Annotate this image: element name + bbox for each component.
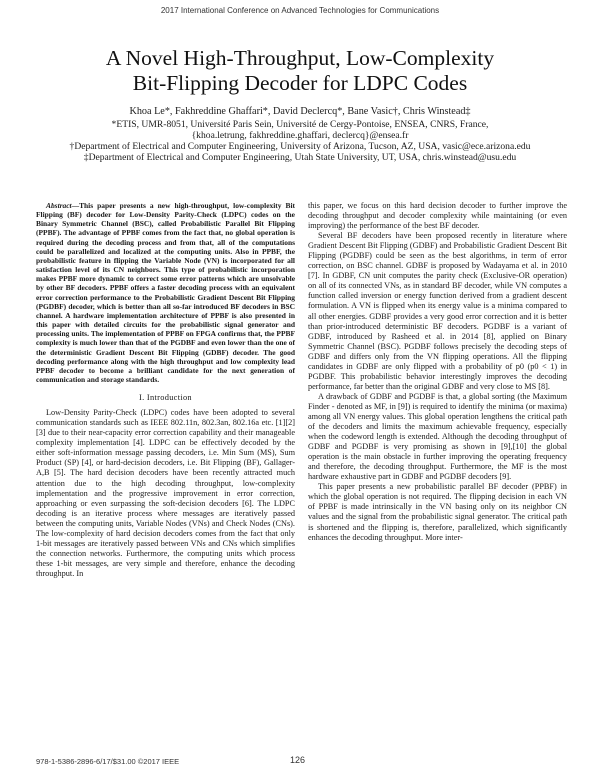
affiliation-2: †Department of Electrical and Computer Engineering, University of Arizona, Tucson, AZ, USA, vasic@ece.arizona.edu <box>69 141 531 152</box>
right-paragraph-2: Several BF decoders have been proposed recently in literature where Gradient Descent Bit Flipping (GDBF) and Probabilistic Gradient Descent Bit Flipping (PGDBF) could be seen as the best algorithms, in term of error correction, on BSC channel. GDBF is proposed by Wadayama et al. in 2010 [7]. In GDBF, CN unit computes the parity check (Exclusive-OR operation) on all of its connected VNs, as in standard BF decoder, while VN computes a function called inversion or energy function derived from a gradient descent formulation. A VN is flipped when its energy value is a minima compared to all other energies. GDBF provides a very good error correction and it is better than prior-introduced deterministic BF decoders. PGDBF is a variant of GDBF, introduced by Rasheed et al. in 2014 [8], applied on Binary Symmetric Channel (BSC). PGDBF follows precisely the decoding steps of GDBF and differs only from the VN flipping operations. All the flipping candidates in GDBF are only flipped with a probability of p0 (p0 < 1) in PGDBF. This probabilistic behavior interestingly improves the decoding performance, far better than the original GDBF and very close to MS [8]. <box>308 231 567 391</box>
title-line-2: Bit-Flipping Decoder for LDPC Codes <box>132 71 468 95</box>
copyright-notice: 978-1-5386-2896-6/17/$31.00 ©2017 IEEE <box>36 757 180 766</box>
right-paragraph-1: this paper, we focus on this hard decision decoder to further improve the decoding throughput and decoder complexity while maintaining (or even improving) the performance of the best BF decoder. <box>308 201 567 231</box>
right-paragraph-4: This paper presents a new probabilistic parallel BF decoder (PPBF) in which the global operation is not required. The flipping decision in each VN of PPBF is made intrinsically in the VN basing only on its neighbor CN values and the signal from the probabilistic signal generator. The critical path is shortened and the flipping is, therefore, parallelized, which significantly enhances the decoding throughput. More inter- <box>308 482 567 542</box>
intro-paragraph-1: Low-Density Parity-Check (LDPC) codes have been adopted to several communication standards such as IEEE 802.11n, 802.3an, 802.16a etc. [1][2][3] due to their near-capacity error correction capability and their manageable complexity implementation [4]. LDPC can be effectively decoded by the either soft-information message passing decoders, i.e. Min Sum (MS), Sum Product (SP) [4], or hard-decision decoders, i.e. Bit Flipping (BF), Gallager-A,B [5]. The hard decision decoders have been recently attracted much attention due to the high decoding throughput, low-complexity implementation and the progressive improvement in error correction, approaching or even surpassing the soft-decision decoders [6]. The LDPC decoding is an iterative process where messages are iteratively passed between the computing units, Variable Nodes (VNs) and Check Nodes (CNs). The low-complexity of hard decision decoders comes from the fact that only 1-bit messages are iteratively passed between VNs and CNs which simplifies the connection networks. Furthermore, the computing units which process these 1-bit messages, are very simple and therefore, enhance the decoding throughput. In <box>36 408 295 578</box>
right-column <box>308 201 567 543</box>
section-heading-introduction: I. Introduction <box>139 393 192 403</box>
page-number: 126 <box>290 755 306 765</box>
left-column <box>36 201 295 579</box>
author-block <box>40 106 560 163</box>
abstract <box>36 201 295 384</box>
affiliation-1-line-1: *ETIS, UMR-8051, Université Paris Sein, Université de Cergy-Pontoise, ENSEA, CNRS, France, <box>111 119 489 130</box>
author-names: Khoa Le*, Fakhreddine Ghaffari*, David Declercq*, Bane Vasic†, Chris Winstead‡ <box>129 106 471 117</box>
title-line-1: A Novel High-Throughput, Low-Complexity <box>105 46 495 70</box>
right-paragraph-3: A drawback of GDBF and PGDBF is that, a global sorting (the Maximum Finder - denoted as MF, in [9]) is required to identify the minima (or maxima) among all VN energy values. This global operation lengthens the critical path of the decoders and limits the maximum achievable frequency, especially when the codeword length is extended. Although the decoding throughput of GDBF and PGDBF is very promising as shown in [9],[10] the global operation is the main obstacle in further improving the operating frequency and therefore, the decoding throughput. Furthermore, the MF is the most hardware exhaustive part in GDBF and PGDBF decoders [9]. <box>308 391 567 482</box>
abstract-label: Abstract <box>46 201 72 210</box>
abstract-text: —This paper presents a new high-throughput, low-complexity Bit Flipping (BF) decoder for Low-Density Parity-Check (LDPC) codes on the Binary Symmetric Channel (BSC), called Probabilistic Parallel Bit Flipping (PPBF). The advantage of PPBF comes from the fact that, no global operation is required during the decoding process and from that, all of the computations could be parallelized and localized at the computing units. Also in PPBF, the probabilistic feature in flipping the Variable Node (VN) is incorporated for all satisfaction level of its CN neighbors. This type of probabilistic incorporation makes PPBF more dynamic to correct some error patterns which are unsolvable by other BF decoders. PPBF offers a faster decoding process with an equivalent error correction performance to the Probabilistic Gradient Descent Bit Flipping (PGDBF) decoder, which is better than all so-far introduced BF decoders in BSC channel. A hardware implementation architecture of PPBF is also presented in this paper with detailed circuits for the probabilistic signal generator and processing units. The implementation of PPBF on FPGA confirms that, the PPBF complexity is much lower than that of the PGDBF and even lower than the one of the deterministic Gradient Descent Bit Flipping (GDBF) decoder. The good decoding performance along with the high throughput and low complexity lead PPBF decoder to become a brilliant candidate for the next generation of communication and storage standards. <box>36 201 295 384</box>
conference-header: 2017 International Conference on Advanced Technologies for Communications <box>160 6 440 15</box>
affiliation-1-line-2: {khoa.letrung, fakhreddine.ghaffari, declercq}@ensea.fr <box>191 130 409 141</box>
paper-title <box>40 46 560 96</box>
affiliation-3: ‡Department of Electrical and Computer Engineering, Utah State University, UT, USA, chris.winstead@usu.edu <box>83 152 517 163</box>
